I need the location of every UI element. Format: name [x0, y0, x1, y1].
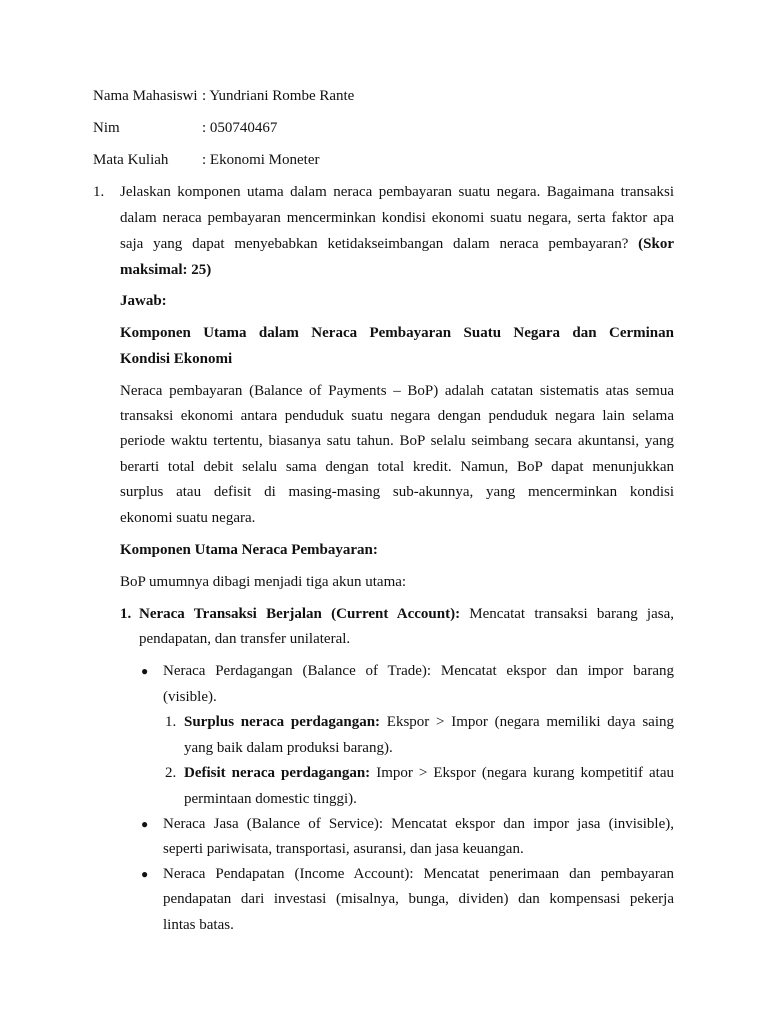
item-1-title: Neraca Transaksi Berjalan (Current Account):	[139, 606, 461, 622]
question-line-2: dalam neraca pembayaran mencerminkan kondisi ekonomi suatu negara, serta faktor apa	[120, 210, 674, 226]
item-number-text: 1.	[120, 606, 132, 622]
answer-label	[120, 292, 167, 310]
sub-item-2-text: Impor > Ekspor (negara kurang kompetitif atau	[376, 765, 674, 781]
bullet-3-line-1: Neraca Pendapatan (Income Account): Mencatat penerimaan dan pembayaran	[163, 866, 674, 882]
question-score-end: maksimal: 25)	[120, 262, 212, 278]
question-line-3	[120, 235, 674, 253]
bullet-icon: ●	[141, 867, 149, 881]
sub-item-2-line-2: permintaan domestic tinggi).	[184, 791, 357, 807]
item-1-line-1	[139, 605, 674, 623]
paragraph-line: ekonomi suatu negara.	[120, 510, 256, 526]
components-intro: BoP umumnya dibagi menjadi tiga akun utama:	[120, 574, 407, 590]
sub-item-number: 1.	[165, 714, 177, 730]
item-number	[120, 605, 131, 623]
paragraph-line: surplus atau defisit di masing-masing sub-akunnya, yang mencerminkan kondisi	[120, 484, 674, 500]
components-heading-text: Komponen Utama Neraca Pembayaran:	[120, 542, 378, 558]
sub-item-1-title: Surplus neraca perdagangan:	[184, 714, 381, 730]
sub-item-1-line-2: yang baik dalam produksi barang).	[184, 740, 393, 756]
student-name-value: : Yundriani Rombe Rante	[202, 88, 355, 104]
question-number: 1.	[93, 184, 105, 200]
nim-label: Nim	[93, 120, 120, 136]
answer-label-text: Jawab:	[120, 293, 167, 309]
nim-value: : 050740467	[202, 120, 278, 136]
sub-item-1-text: Ekspor > Impor (negara memiliki daya saing	[386, 714, 674, 730]
paragraph-line: periode waktu tertentu, biasanya satu tahun. BoP selalu seimbang secara akuntansi, yang	[120, 433, 674, 449]
bullet-1-line-2: (visible).	[163, 689, 217, 705]
student-name-label: Nama Mahasiswi	[93, 88, 198, 104]
answer-heading-line-2-text: Kondisi Ekonomi	[120, 351, 233, 367]
bullet-2-line-1: Neraca Jasa (Balance of Service): Mencatat ekspor dan impor jasa (invisible),	[163, 816, 674, 832]
course-value: : Ekonomi Moneter	[202, 152, 320, 168]
answer-heading-line-1	[120, 324, 674, 342]
bullet-3-line-2: pendapatan dari investasi (misalnya, bunga, dividen) dan kompensasi pekerja	[163, 891, 674, 907]
answer-heading-line-1-text: Komponen Utama dalam Neraca Pembayaran Suatu Negara dan Cerminan	[120, 325, 674, 341]
sub-item-2-line-1	[184, 764, 674, 782]
sub-item-1-line-1	[184, 713, 674, 731]
question-line-3-text: saja yang dapat menyebabkan ketidakseimbangan dalam neraca pembayaran?	[120, 236, 629, 252]
components-heading	[120, 541, 378, 559]
paragraph-line: Neraca pembayaran (Balance of Payments – BoP) adalah catatan sistematis atas semua	[120, 383, 674, 399]
paragraph-line: berarti total debit selalu sama dengan total kredit. Namun, BoP dapat menunjukkan	[120, 459, 674, 475]
sub-item-2-title: Defisit neraca perdagangan:	[184, 765, 371, 781]
bullet-1-line-1: Neraca Perdagangan (Balance of Trade): Mencatat ekspor dan impor barang	[163, 663, 674, 679]
question-line-1: Jelaskan komponen utama dalam neraca pembayaran suatu negara. Bagaimana transaksi	[120, 184, 674, 200]
bullet-icon: ●	[141, 817, 149, 831]
item-1-text: Mencatat transaksi barang jasa,	[469, 606, 674, 622]
answer-heading-line-2	[120, 350, 232, 368]
question-line-4	[120, 261, 211, 279]
course-label: Mata Kuliah	[93, 152, 169, 168]
paragraph-line: transaksi ekonomi antara penduduk suatu negara dengan penduduk negara lain selama	[120, 408, 674, 424]
bullet-2-line-2: seperti pariwisata, transportasi, asuransi, dan jasa keuangan.	[163, 841, 524, 857]
question-score-start: (Skor	[638, 236, 674, 252]
bullet-icon: ●	[141, 664, 149, 678]
sub-item-number: 2.	[165, 765, 177, 781]
bullet-3-line-3: lintas batas.	[163, 917, 234, 933]
item-1-line-2: pendapatan, dan transfer unilateral.	[139, 631, 351, 647]
